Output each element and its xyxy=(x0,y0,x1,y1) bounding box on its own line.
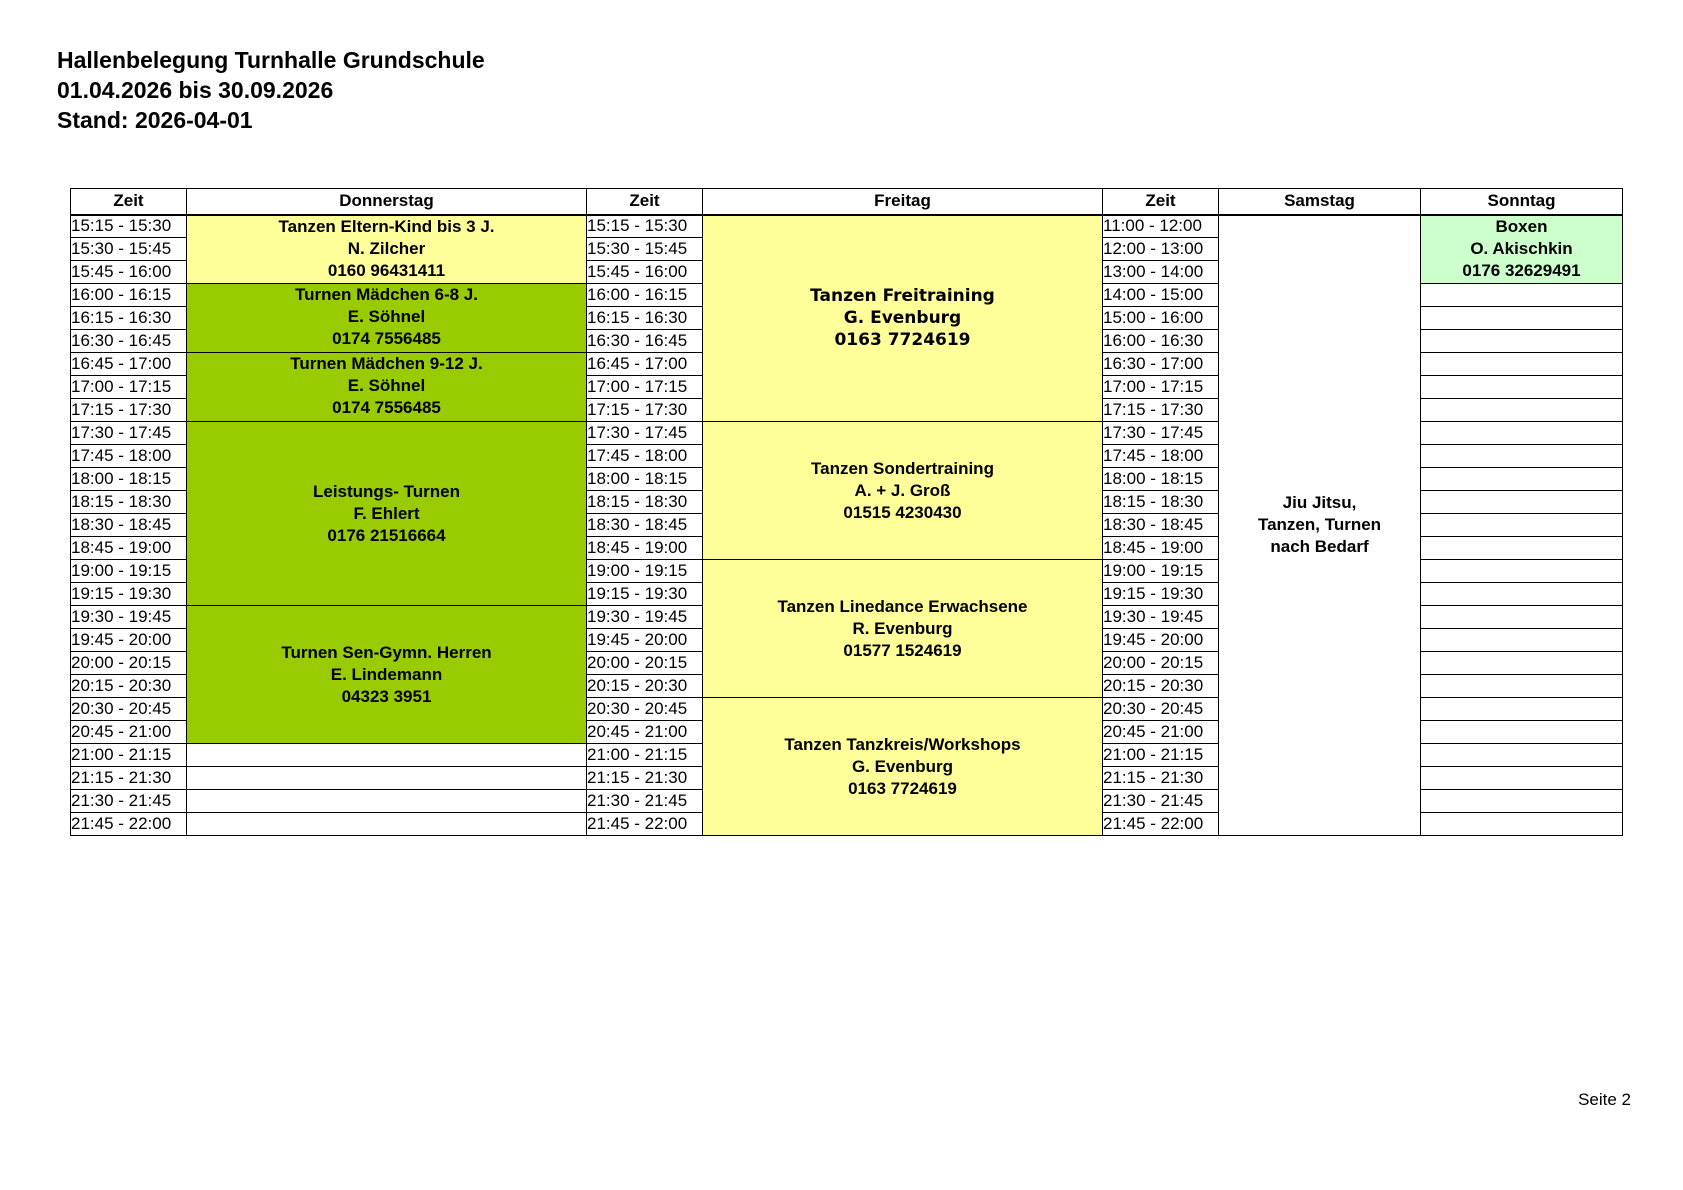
time-cell: 21:30 - 21:45 xyxy=(1103,790,1219,813)
slot-line: 0176 21516664 xyxy=(327,525,446,545)
slot-line: 0174 7556485 xyxy=(332,398,441,417)
table-row xyxy=(71,215,1623,238)
time-cell: 16:30 - 17:00 xyxy=(1103,353,1219,376)
time-cell: 20:15 - 20:30 xyxy=(1103,675,1219,698)
donnerstag-empty-cell xyxy=(187,790,587,813)
time-cell: 16:30 - 16:45 xyxy=(71,330,187,353)
donnerstag-empty-cell xyxy=(187,744,587,767)
time-cell: 15:30 - 15:45 xyxy=(71,238,187,261)
sonntag-empty-cell xyxy=(1421,491,1623,514)
col-zeit: Zeit xyxy=(587,189,703,215)
time-cell: 18:45 - 19:00 xyxy=(71,537,187,560)
slot-line: 0176 32629491 xyxy=(1462,260,1581,280)
status-date: Stand: 2026-04-01 xyxy=(57,107,253,133)
time-cell: 18:30 - 18:45 xyxy=(1103,514,1219,537)
sonntag-empty-cell xyxy=(1421,330,1623,353)
time-cell: 19:15 - 19:30 xyxy=(1103,583,1219,606)
time-cell: 14:00 - 15:00 xyxy=(1103,284,1219,307)
time-cell: 16:00 - 16:15 xyxy=(71,284,187,307)
time-cell: 17:30 - 17:45 xyxy=(1103,422,1219,445)
time-cell: 19:30 - 19:45 xyxy=(1103,606,1219,629)
time-cell: 18:30 - 18:45 xyxy=(71,514,187,537)
time-cell: 21:00 - 21:15 xyxy=(587,744,703,767)
time-cell: 17:30 - 17:45 xyxy=(587,422,703,445)
slot-line: Tanzen Linedance Erwachsene xyxy=(777,596,1028,616)
slot-line: 0174 7556485 xyxy=(332,329,441,348)
col-zeit: Zeit xyxy=(71,189,187,215)
time-cell: 16:45 - 17:00 xyxy=(587,353,703,376)
time-cell: 19:15 - 19:30 xyxy=(71,583,187,606)
time-cell: 15:00 - 16:00 xyxy=(1103,307,1219,330)
sonntag-empty-cell xyxy=(1421,790,1623,813)
time-cell: 20:30 - 20:45 xyxy=(71,698,187,721)
time-cell: 21:15 - 21:30 xyxy=(1103,767,1219,790)
donnerstag-slot xyxy=(187,422,587,606)
time-cell: 21:00 - 21:15 xyxy=(1103,744,1219,767)
time-cell: 15:15 - 15:30 xyxy=(71,215,187,238)
slot-line: E. Söhnel xyxy=(347,376,426,395)
sonntag-empty-cell xyxy=(1421,721,1623,744)
donnerstag-slot xyxy=(187,353,587,422)
sonntag-empty-cell xyxy=(1421,583,1623,606)
sonntag-empty-cell xyxy=(1421,767,1623,790)
sonntag-empty-cell xyxy=(1421,560,1623,583)
time-cell: 21:45 - 22:00 xyxy=(1103,813,1219,836)
slot-line: 0163 7724619 xyxy=(834,330,971,351)
freitag-slot xyxy=(703,560,1103,698)
time-cell: 19:00 - 19:15 xyxy=(587,560,703,583)
time-cell: 18:45 - 19:00 xyxy=(1103,537,1219,560)
col-zeit: Zeit xyxy=(1103,189,1219,215)
time-cell: 19:15 - 19:30 xyxy=(587,583,703,606)
sonntag-empty-cell xyxy=(1421,468,1623,491)
slot-line: 04323 3951 xyxy=(341,686,432,706)
time-cell: 11:00 - 12:00 xyxy=(1103,215,1219,238)
col-samstag: Samstag xyxy=(1219,189,1421,215)
slot-line: 01577 1524619 xyxy=(843,640,962,660)
time-cell: 15:45 - 16:00 xyxy=(587,261,703,284)
time-cell: 13:00 - 14:00 xyxy=(1103,261,1219,284)
time-cell: 16:15 - 16:30 xyxy=(71,307,187,330)
slot-line: E. Lindemann xyxy=(330,664,443,684)
col-sonntag: Sonntag xyxy=(1421,189,1623,215)
slot-line: 01515 4230430 xyxy=(843,502,962,522)
sonntag-empty-cell xyxy=(1421,744,1623,767)
slot-line: O. Akischkin xyxy=(1470,238,1573,258)
slot-line: Leistungs- Turnen xyxy=(312,481,460,501)
donnerstag-slot xyxy=(187,215,587,284)
time-cell: 18:00 - 18:15 xyxy=(71,468,187,491)
time-cell: 17:15 - 17:30 xyxy=(71,399,187,422)
time-cell: 18:30 - 18:45 xyxy=(587,514,703,537)
time-cell: 20:00 - 20:15 xyxy=(1103,652,1219,675)
slot-line: F. Ehlert xyxy=(353,503,420,523)
time-cell: 16:00 - 16:15 xyxy=(587,284,703,307)
slot-line: Tanzen Tanzkreis/Workshops xyxy=(784,734,1021,754)
time-cell: 21:45 - 22:00 xyxy=(587,813,703,836)
time-cell: 19:45 - 20:00 xyxy=(587,629,703,652)
time-cell: 17:45 - 18:00 xyxy=(1103,445,1219,468)
time-cell: 21:15 - 21:30 xyxy=(587,767,703,790)
date-range: 01.04.2026 bis 30.09.2026 xyxy=(57,77,334,103)
time-cell: 17:30 - 17:45 xyxy=(71,422,187,445)
time-cell: 21:30 - 21:45 xyxy=(71,790,187,813)
time-cell: 20:45 - 21:00 xyxy=(71,721,187,744)
sonntag-empty-cell xyxy=(1421,376,1623,399)
time-cell: 17:15 - 17:30 xyxy=(1103,399,1219,422)
time-cell: 16:45 - 17:00 xyxy=(71,353,187,376)
slot-line: Tanzen, Turnen xyxy=(1257,515,1382,535)
document-title: Hallenbelegung Turnhalle Grundschule xyxy=(57,47,485,73)
time-cell: 20:15 - 20:30 xyxy=(587,675,703,698)
sonntag-empty-cell xyxy=(1421,629,1623,652)
col-freitag: Freitag xyxy=(703,189,1103,215)
donnerstag-empty-cell xyxy=(187,813,587,836)
time-cell: 12:00 - 13:00 xyxy=(1103,238,1219,261)
time-cell: 21:45 - 22:00 xyxy=(71,813,187,836)
time-cell: 19:30 - 19:45 xyxy=(71,606,187,629)
slot-line: E. Söhnel xyxy=(347,307,426,326)
time-cell: 18:00 - 18:15 xyxy=(587,468,703,491)
sonntag-empty-cell xyxy=(1421,675,1623,698)
samstag-slot xyxy=(1219,215,1421,836)
time-cell: 20:45 - 21:00 xyxy=(587,721,703,744)
time-cell: 15:30 - 15:45 xyxy=(587,238,703,261)
time-cell: 18:15 - 18:30 xyxy=(1103,491,1219,514)
schedule-table xyxy=(70,188,1623,836)
time-cell: 19:45 - 20:00 xyxy=(1103,629,1219,652)
slot-line: 0160 96431411 xyxy=(327,260,446,280)
sonntag-empty-cell xyxy=(1421,422,1623,445)
time-cell: 19:00 - 19:15 xyxy=(71,560,187,583)
time-cell: 20:00 - 20:15 xyxy=(71,652,187,675)
time-cell: 17:45 - 18:00 xyxy=(587,445,703,468)
sonntag-slot xyxy=(1421,215,1623,284)
slot-line: G. Evenburg xyxy=(851,756,954,776)
slot-line: Tanzen Freitraining xyxy=(810,286,995,307)
time-cell: 19:30 - 19:45 xyxy=(587,606,703,629)
time-cell: 17:00 - 17:15 xyxy=(587,376,703,399)
slot-line: G. Evenburg xyxy=(843,308,962,329)
slot-line: Jiu Jitsu, xyxy=(1282,493,1357,513)
donnerstag-slot xyxy=(187,606,587,744)
slot-line: N. Zilcher xyxy=(347,238,426,258)
sonntag-empty-cell xyxy=(1421,284,1623,307)
slot-line: Tanzen Eltern-Kind bis 3 J. xyxy=(278,216,495,236)
time-cell: 17:15 - 17:30 xyxy=(587,399,703,422)
freitag-slot xyxy=(703,215,1103,422)
sonntag-empty-cell xyxy=(1421,399,1623,422)
sonntag-empty-cell xyxy=(1421,307,1623,330)
slot-line: Turnen Sen-Gymn. Herren xyxy=(281,642,492,662)
slot-line: A. + J. Groß xyxy=(854,480,951,500)
time-cell: 16:15 - 16:30 xyxy=(587,307,703,330)
slot-line: 0163 7724619 xyxy=(848,778,957,798)
sonntag-empty-cell xyxy=(1421,606,1623,629)
slot-line: Tanzen Sondertraining xyxy=(811,458,994,478)
time-cell: 17:00 - 17:15 xyxy=(71,376,187,399)
time-cell: 17:00 - 17:15 xyxy=(1103,376,1219,399)
time-cell: 15:15 - 15:30 xyxy=(587,215,703,238)
time-cell: 18:15 - 18:30 xyxy=(71,491,187,514)
slot-line: nach Bedarf xyxy=(1270,537,1369,557)
time-cell: 20:00 - 20:15 xyxy=(587,652,703,675)
sonntag-empty-cell xyxy=(1421,813,1623,836)
slot-line: R. Evenburg xyxy=(852,618,953,638)
donnerstag-empty-cell xyxy=(187,767,587,790)
sonntag-empty-cell xyxy=(1421,537,1623,560)
col-donnerstag: Donnerstag xyxy=(187,189,587,215)
time-cell: 20:30 - 20:45 xyxy=(587,698,703,721)
time-cell: 21:15 - 21:30 xyxy=(71,767,187,790)
slot-line: Boxen xyxy=(1495,216,1548,236)
time-cell: 21:30 - 21:45 xyxy=(587,790,703,813)
time-cell: 16:00 - 16:30 xyxy=(1103,330,1219,353)
time-cell: 16:30 - 16:45 xyxy=(587,330,703,353)
time-cell: 18:45 - 19:00 xyxy=(587,537,703,560)
slot-line: Turnen Mädchen 9-12 J. xyxy=(290,354,483,373)
time-cell: 17:45 - 18:00 xyxy=(71,445,187,468)
time-cell: 20:15 - 20:30 xyxy=(71,675,187,698)
sonntag-empty-cell xyxy=(1421,514,1623,537)
time-cell: 20:45 - 21:00 xyxy=(1103,721,1219,744)
sonntag-empty-cell xyxy=(1421,698,1623,721)
table-header-row xyxy=(71,189,1623,215)
time-cell: 19:00 - 19:15 xyxy=(1103,560,1219,583)
time-cell: 18:15 - 18:30 xyxy=(587,491,703,514)
freitag-slot xyxy=(703,422,1103,560)
slot-line: Turnen Mädchen 6-8 J. xyxy=(295,285,478,304)
page-number: Seite 2 xyxy=(1578,1090,1631,1109)
sonntag-empty-cell xyxy=(1421,445,1623,468)
time-cell: 20:30 - 20:45 xyxy=(1103,698,1219,721)
time-cell: 19:45 - 20:00 xyxy=(71,629,187,652)
time-cell: 21:00 - 21:15 xyxy=(71,744,187,767)
sonntag-empty-cell xyxy=(1421,652,1623,675)
time-cell: 15:45 - 16:00 xyxy=(71,261,187,284)
time-cell: 18:00 - 18:15 xyxy=(1103,468,1219,491)
donnerstag-slot xyxy=(187,284,587,353)
document-header xyxy=(57,45,485,135)
freitag-slot xyxy=(703,698,1103,836)
sonntag-empty-cell xyxy=(1421,353,1623,376)
